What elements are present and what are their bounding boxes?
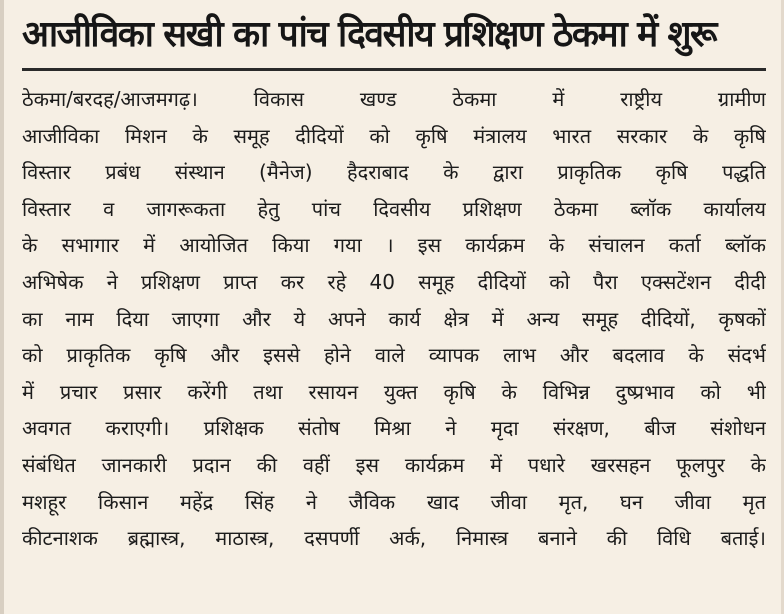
body-line: विस्तार प्रबंध संस्थान (मैनेज) हैदराबाद के द्वारा प्राकृतिक कृषि पद्धति xyxy=(22,160,766,185)
headline: आजीविका सखी का पांच दिवसीय प्रशिक्षण ठेकमा में शुरू xyxy=(22,14,716,55)
body-line: के सभागार में आयोजित किया गया । इस कार्यक्रम के संचालन कर्ता ब्लॉक xyxy=(22,233,766,258)
article-body xyxy=(22,81,766,557)
body-line: का नाम दिया जाएगा और ये अपने कार्य क्षेत्र में अन्य समूह दीदियों, कृषकों xyxy=(22,306,766,331)
body-line: आजीविका मिशन के समूह दीदियों को कृषि मंत्रालय भारत सरकार के कृषि xyxy=(22,123,766,148)
body-line: मशहूर किसान महेंद्र सिंह ने जैविक खाद जीवा मृत, घन जीवा मृत xyxy=(22,489,766,514)
body-line: विस्तार व जागरूकता हेतु पांच दिवसीय प्रशिक्षण ठेकमा ब्लॉक कार्यालय xyxy=(22,196,766,221)
body-line: ठेकमा/बरदह/आजमगढ़। विकास खण्ड ठेकमा में राष्ट्रीय ग्रामीण xyxy=(22,87,766,111)
headline-rule xyxy=(22,68,766,71)
paper-edge-left xyxy=(0,0,4,614)
body-line: को प्राकृतिक कृषि और इससे होने वाले व्यापक लाभ और बदलाव के संदर्भ xyxy=(22,343,766,368)
body-line: अवगत कराएगी। प्रशिक्षक संतोष मिश्रा ने मृदा संरक्षण, बीज संशोधन xyxy=(22,416,766,441)
body-line: संबंधित जानकारी प्रदान की वहीं इस कार्यक्रम में पधारे खरसहन फूलपुर के xyxy=(22,452,766,477)
body-line: अभिषेक ने प्रशिक्षण प्राप्त कर रहे 40 समूह दीदियों को पैरा एक्सटेंशन दीदी xyxy=(22,269,766,294)
body-line: में प्रचार प्रसार करेंगी तथा रसायन युक्त कृषि के विभिन्न दुष्प्रभाव को भी xyxy=(22,379,766,404)
body-line: कीटनाशक ब्रह्मास्त्र, माठास्त्र, दसपर्णी अर्क, निमास्त्र बनाने की विधि बताई। xyxy=(22,526,766,551)
